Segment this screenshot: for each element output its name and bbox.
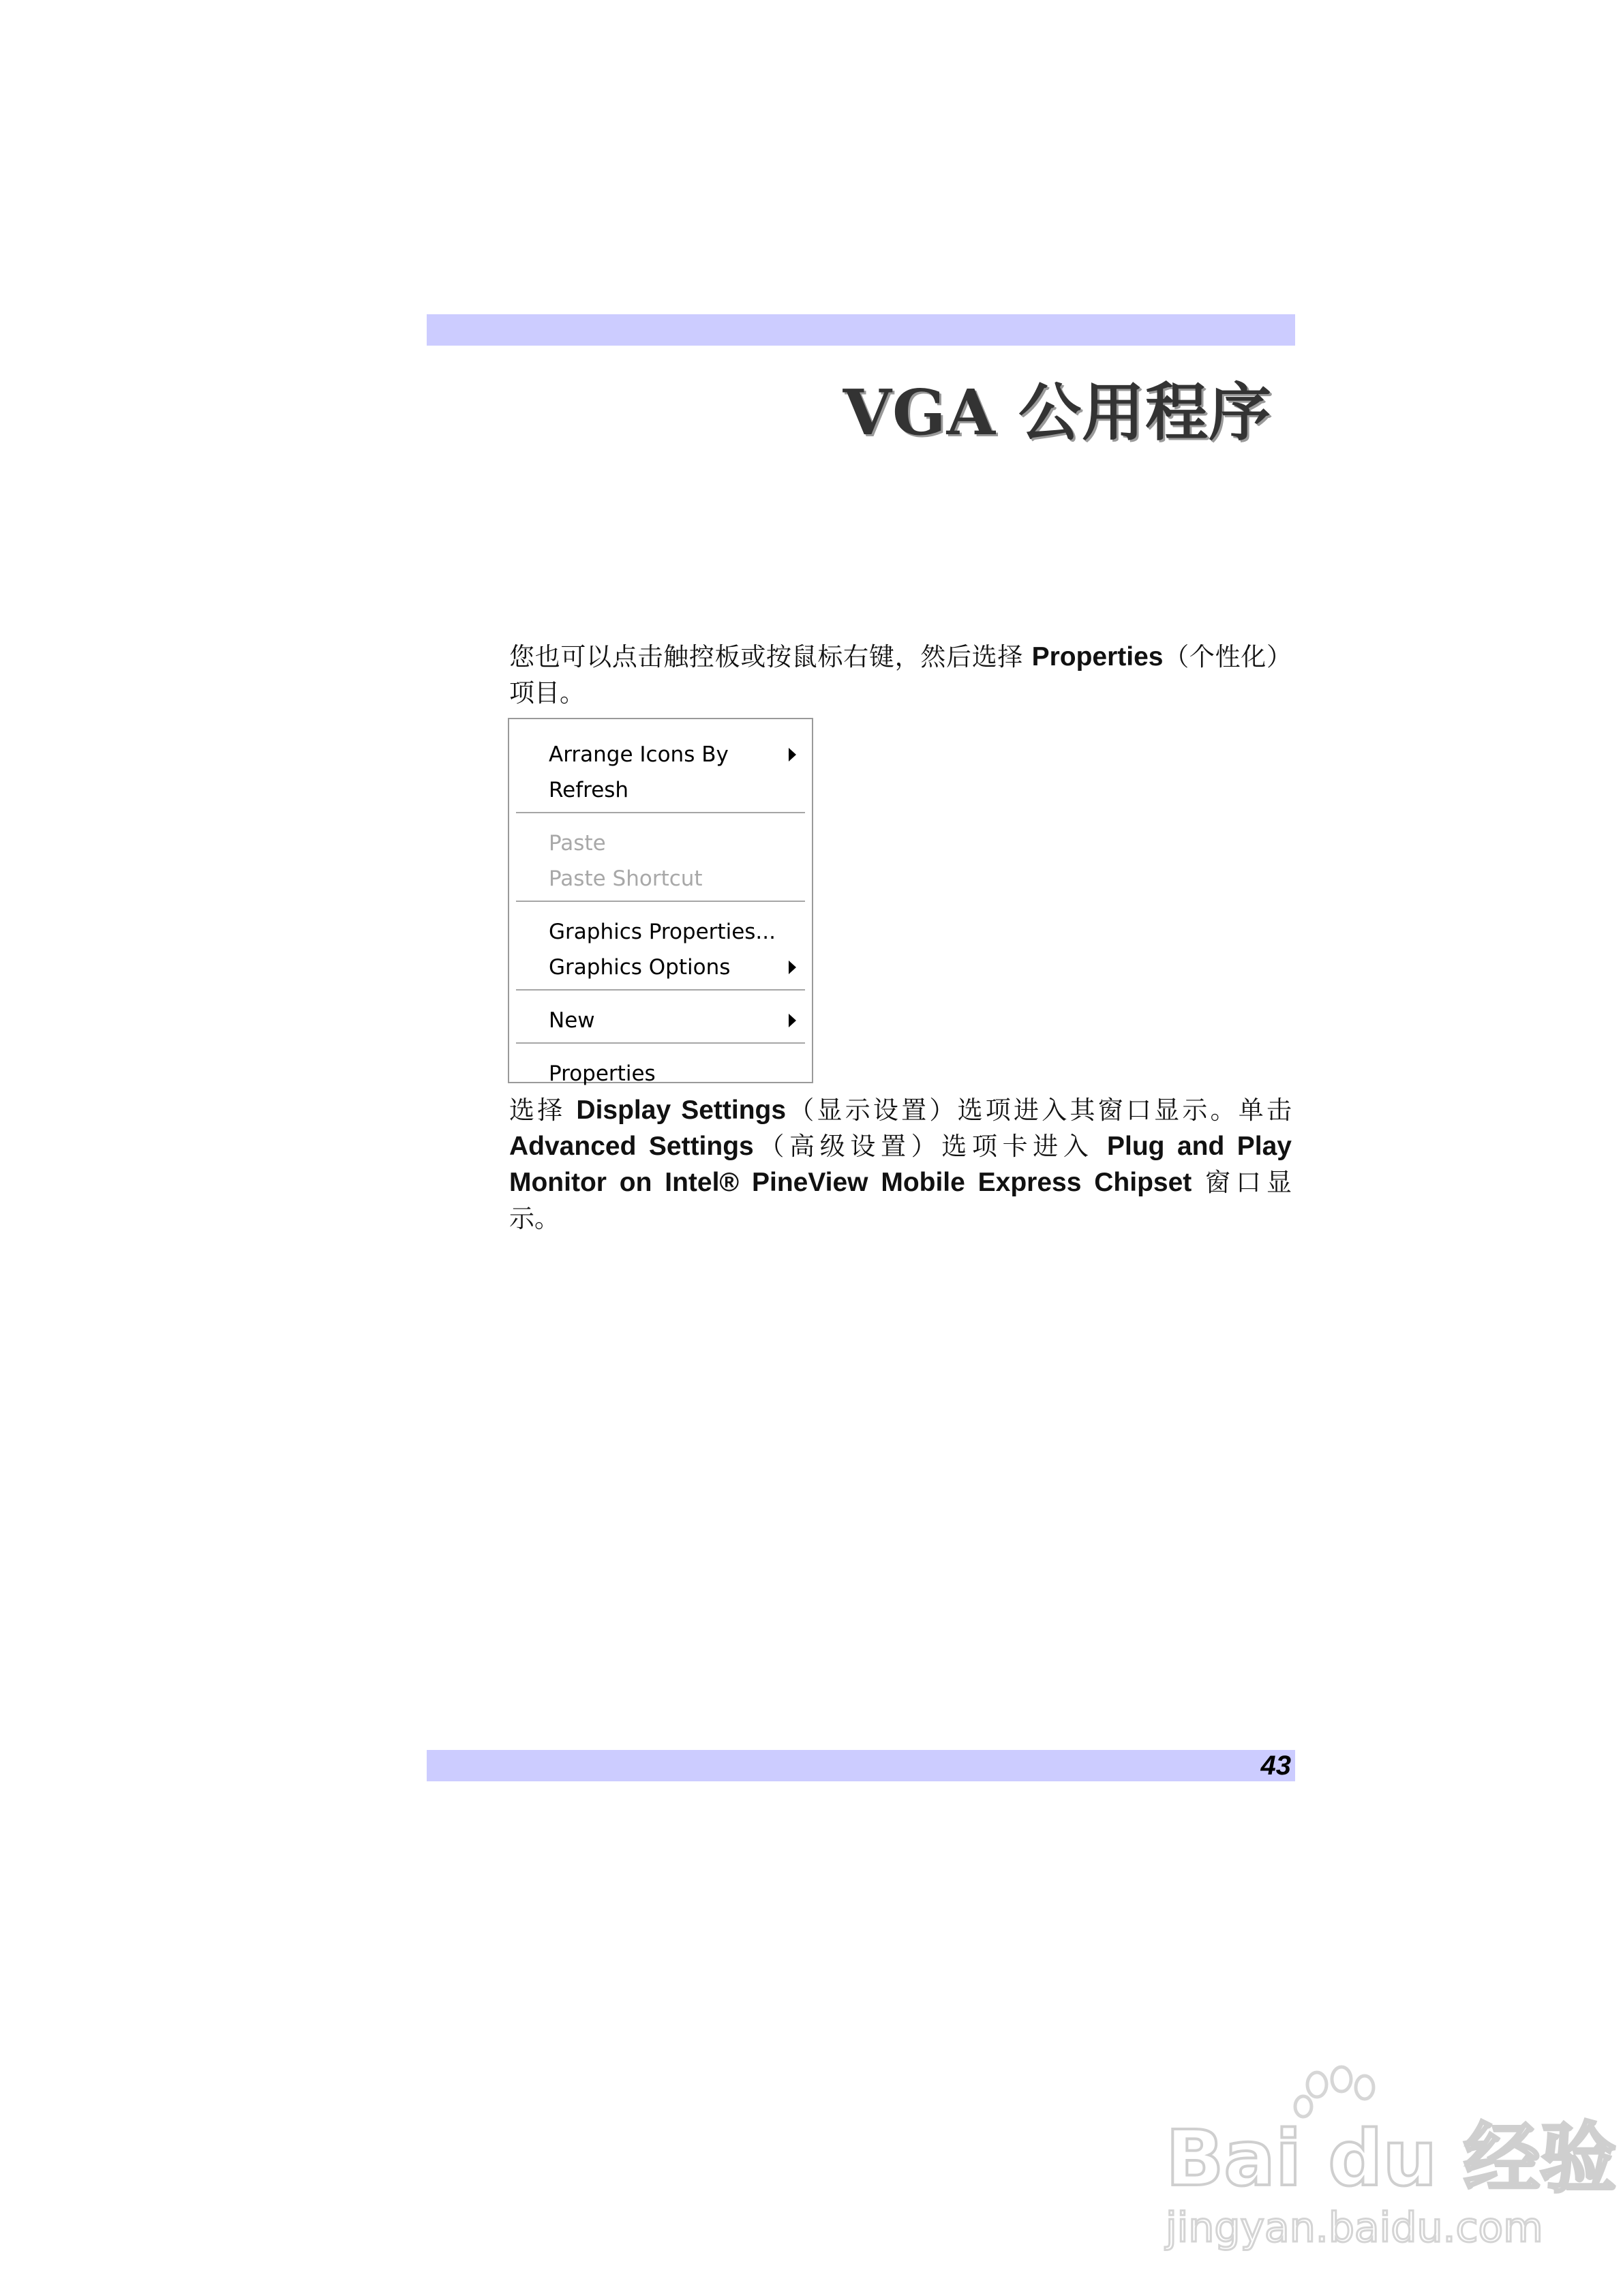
menu-item-properties[interactable]: Properties — [549, 1061, 656, 1086]
paragraph2-text-2: （显示设置）选项进入其窗口显示。单击 — [786, 1096, 1292, 1125]
menu-item-graphics-options[interactable]: Graphics Options — [549, 955, 731, 980]
paragraph-display-settings-instruction — [509, 1092, 1292, 1237]
menu-item-paste[interactable]: Paste — [549, 831, 606, 856]
watermark-url: jingyan.baidu.com — [1166, 2204, 1543, 2252]
menu-item-new[interactable]: New — [549, 1008, 595, 1033]
header-bar — [427, 314, 1295, 346]
page-title: VGA 公用程序 — [843, 376, 1272, 449]
paragraph2-bold-advanced-settings: Advanced Settings — [509, 1132, 754, 1161]
menu-item-refresh[interactable]: Refresh — [549, 778, 629, 802]
paragraph-properties-instruction — [509, 639, 1292, 711]
watermark-brand: Bai du 经验 — [1166, 2115, 1617, 2203]
paragraph2-bold-display-settings: Display Settings — [576, 1096, 787, 1125]
paragraph1-text-before: 您也可以点击触控板或按鼠标右键，然后选择 — [509, 642, 1032, 671]
menu-item-paste-shortcut[interactable]: Paste Shortcut — [549, 866, 703, 891]
paragraph2-text-1: 选择 — [509, 1096, 577, 1125]
desktop-context-menu — [508, 718, 813, 1086]
menu-separator — [516, 812, 805, 815]
submenu-arrow-icon — [789, 748, 796, 761]
baidu-jingyan-watermark — [1159, 2052, 1617, 2256]
paragraph1-bold-properties: Properties — [1031, 642, 1164, 671]
menu-separator — [516, 1042, 805, 1045]
menu-item-arrange-icons-by[interactable]: Arrange Icons By — [549, 742, 729, 767]
paragraph2-text-3: （高级设置）选项卡进入 — [753, 1132, 1107, 1161]
menu-item-graphics-properties[interactable]: Graphics Properties... — [549, 920, 776, 944]
menu-separator — [516, 989, 805, 992]
menu-separator — [516, 901, 805, 903]
page-number: 43 — [1260, 1751, 1291, 1781]
paragraph2-bold-monitor-name: Plug and Play Monitor on Intel® PineView Mobile Express Chipset — [509, 1132, 1292, 1197]
paragraph2-text-4: 窗口显示。 — [509, 1168, 1292, 1233]
submenu-arrow-icon — [789, 1014, 796, 1027]
submenu-arrow-icon — [789, 961, 796, 974]
paragraph1-text-after: （个性化）项目。 — [509, 642, 1292, 708]
